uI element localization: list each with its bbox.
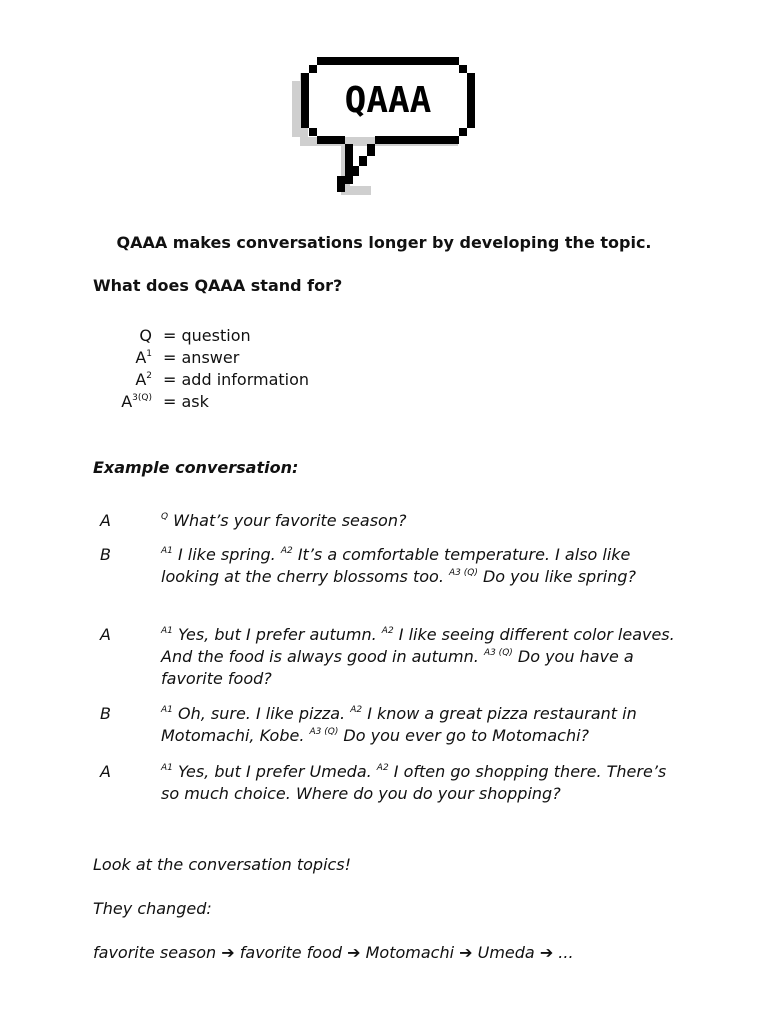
qaaa-tag: A3 (Q) <box>309 727 339 737</box>
qaaa-tag: A2 <box>381 626 394 636</box>
turn-text: $^{A1}$ I like spring. $^{A2}$ It’s a comfortable temperature. I also like looking at the cherry blossoms too. $^{A3 (Q)}$ Do you like spring? <box>161 545 637 586</box>
legend-symbol: $A^1$ <box>135 348 152 367</box>
legend-row <box>0 392 768 414</box>
speaker-label: A <box>100 625 111 644</box>
legend-symbol: Q <box>139 326 152 345</box>
qaaa-tag: Q <box>161 512 169 522</box>
legend-symbol: $A^{3(Q)}$ <box>121 392 152 411</box>
qaaa-tag: A3 (Q) <box>483 648 513 658</box>
qaaa-tag: A1 <box>161 626 173 636</box>
qaaa-speech-bubble-logo <box>291 52 479 197</box>
turn-text: $^Q$ What’s your favorite season? <box>161 511 407 530</box>
intro-text: QAAA makes conversations longer by developing the topic. <box>116 233 652 252</box>
footer-line-1: Look at the conversation topics! <box>93 855 352 874</box>
legend-row <box>0 326 768 348</box>
speaker-label: A <box>100 511 111 530</box>
footer-line-2: They changed: <box>93 899 212 918</box>
qaaa-tag: A1 <box>161 763 173 773</box>
question-heading: What does QAAA stand for? <box>93 276 343 295</box>
qaaa-tag: A1 <box>161 705 173 715</box>
turn-text: $^{A1}$ Yes, but I prefer Umeda. $^{A2}$ I often go shopping there. There’s so much choice. Where do you do your shopping? <box>161 762 667 803</box>
qaaa-tag: A3 (Q) <box>449 568 478 578</box>
speaker-label: A <box>100 762 111 781</box>
legend-definition: = ask <box>163 392 209 411</box>
legend-symbol: $A^2$ <box>135 370 152 389</box>
legend-definition: = question <box>163 326 251 345</box>
speaker-label: B <box>100 704 111 723</box>
qaaa-tag: A2 <box>350 705 363 715</box>
logo-text: QAAA <box>344 80 432 121</box>
turn-text: $^{A1}$ Yes, but I prefer autumn. $^{A2}$ I like seeing different color leaves. And the food is always good in autumn. $^{A3 (Q)}$ Do you have a favorite food? <box>161 625 675 688</box>
qaaa-tag: A1 <box>161 546 173 556</box>
qaaa-tag: A2 <box>376 763 389 773</box>
qaaa-tag: A2 <box>280 546 293 556</box>
example-title: Example conversation: <box>93 458 299 477</box>
legend-definition: = answer <box>163 348 240 367</box>
topic-chain: favorite season ➔ favorite food ➔ Motomachi ➔ Umeda ➔ ... <box>93 943 574 962</box>
legend-definition: = add information <box>163 370 310 389</box>
turn-text: $^{A1}$ Oh, sure. I like pizza. $^{A2}$ I know a great pizza restaurant in Motomachi, Kobe. $^{A3 (Q)}$ Do you ever go to Motomachi? <box>161 704 637 745</box>
legend-row <box>0 370 768 392</box>
speaker-label: B <box>100 545 111 564</box>
legend-row <box>0 348 768 370</box>
